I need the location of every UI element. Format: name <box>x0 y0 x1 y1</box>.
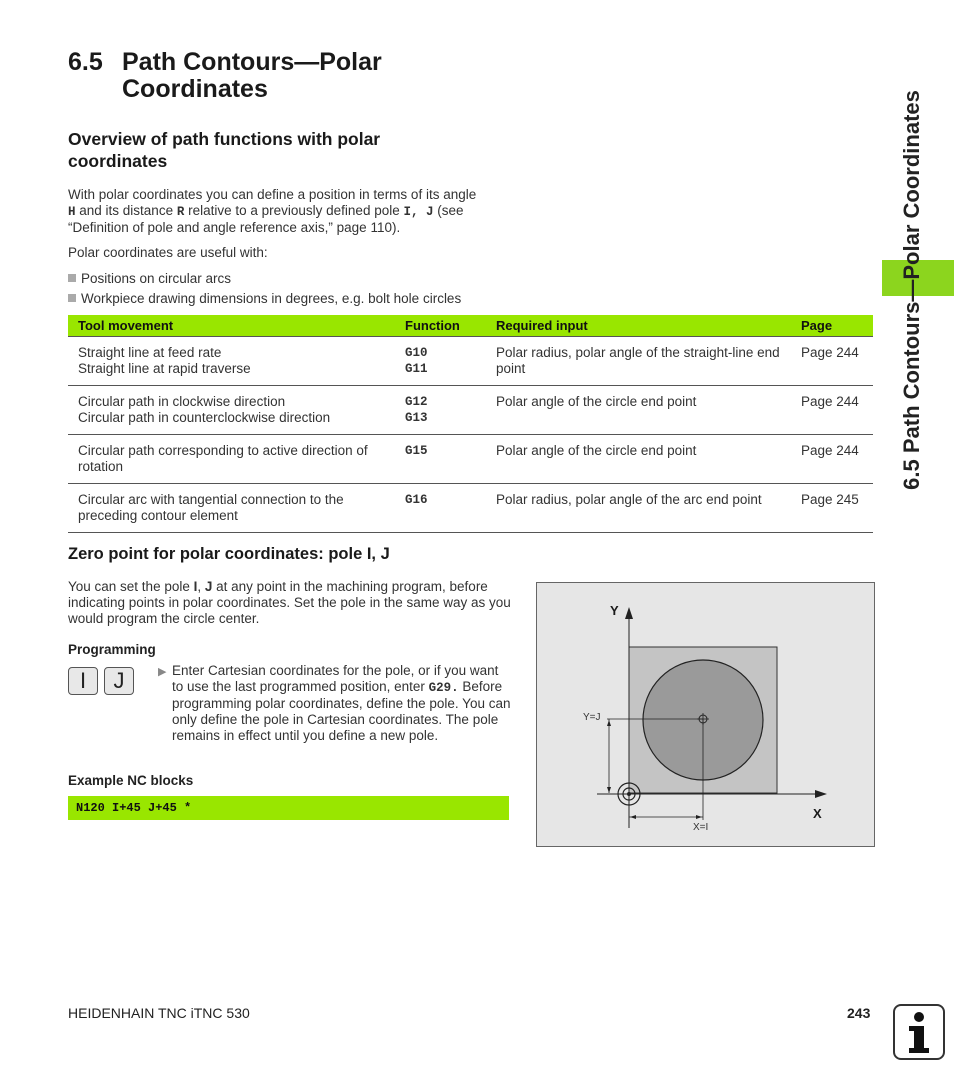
footer-product: HEIDENHAIN TNC iTNC 530 <box>68 1005 250 1021</box>
programming-step: Enter Cartesian coordinates for the pole, or if you want to use the last programmed position, enter G29. Before programming polar coordinates, define the pole. You can only define the pole in Cartesian coordinates. The pole remains in effect until you define a new pole. <box>172 663 511 743</box>
bullet-icon <box>68 274 76 282</box>
x-equals-i-label: X=I <box>693 822 709 833</box>
list-item: Workpiece drawing dimensions in degrees, e.g. bolt hole circles <box>68 291 461 307</box>
header-page: Page <box>791 315 873 337</box>
list-item: Positions on circular arcs <box>68 271 231 287</box>
table-row: Circular arc with tangential connection to the preceding contour element G16 Polar radius, polar angle of the arc end point Page 245 <box>68 484 873 533</box>
bullet-icon <box>68 294 76 302</box>
overview-paragraph: With polar coordinates you can define a position in terms of its angle H and its distance R relative to a previously defined pole I, J (see “Definition of pole and angle reference axis,” page 110). <box>68 187 477 235</box>
step-arrow-icon: ▶ <box>158 666 167 678</box>
side-running-title: 6.5 Path Contours—Polar Coordinates <box>899 90 924 490</box>
table-row: Circular path in clockwise direction Circular path in counterclockwise direction G12 G13 Polar angle of the circle end point Page 244 <box>68 386 873 435</box>
example-label: Example NC blocks <box>68 773 194 788</box>
pole-paragraph: You can set the pole I, J at any point in the machining program, before indicating points in polar coordinates. Set the pole in the same way as you would program the circle center. <box>68 579 511 626</box>
y-axis-label: Y <box>610 603 619 618</box>
zero-point-heading: Zero point for polar coordinates: pole I, J <box>68 545 390 563</box>
overview-heading: Overview of path functions with polar coordinates <box>68 129 381 171</box>
info-icon <box>893 1004 945 1060</box>
usefulness-intro: Polar coordinates are useful with: <box>68 245 268 260</box>
pole-figure <box>536 582 875 847</box>
header-required-input: Required input <box>486 315 791 337</box>
table-header-row <box>68 315 873 337</box>
key-j-button[interactable]: J <box>104 667 134 695</box>
header-tool-movement: Tool movement <box>68 315 395 337</box>
key-i-button[interactable]: I <box>68 667 98 695</box>
path-functions-table <box>68 315 873 533</box>
header-function: Function <box>395 315 486 337</box>
nc-code-block: N120 I+45 J+45 * <box>68 796 509 820</box>
y-equals-j-label: Y=J <box>583 712 601 723</box>
page-number: 243 <box>847 1005 871 1021</box>
programming-label: Programming <box>68 642 156 657</box>
table-row: Circular path corresponding to active direction of rotation G15 Polar angle of the circle end point Page 244 <box>68 435 873 484</box>
x-axis-label: X <box>813 806 822 821</box>
table-row: Straight line at feed rate Straight line at rapid traverse G10 G11 Polar radius, polar angle of the straight-line end point Page 244 <box>68 337 873 386</box>
